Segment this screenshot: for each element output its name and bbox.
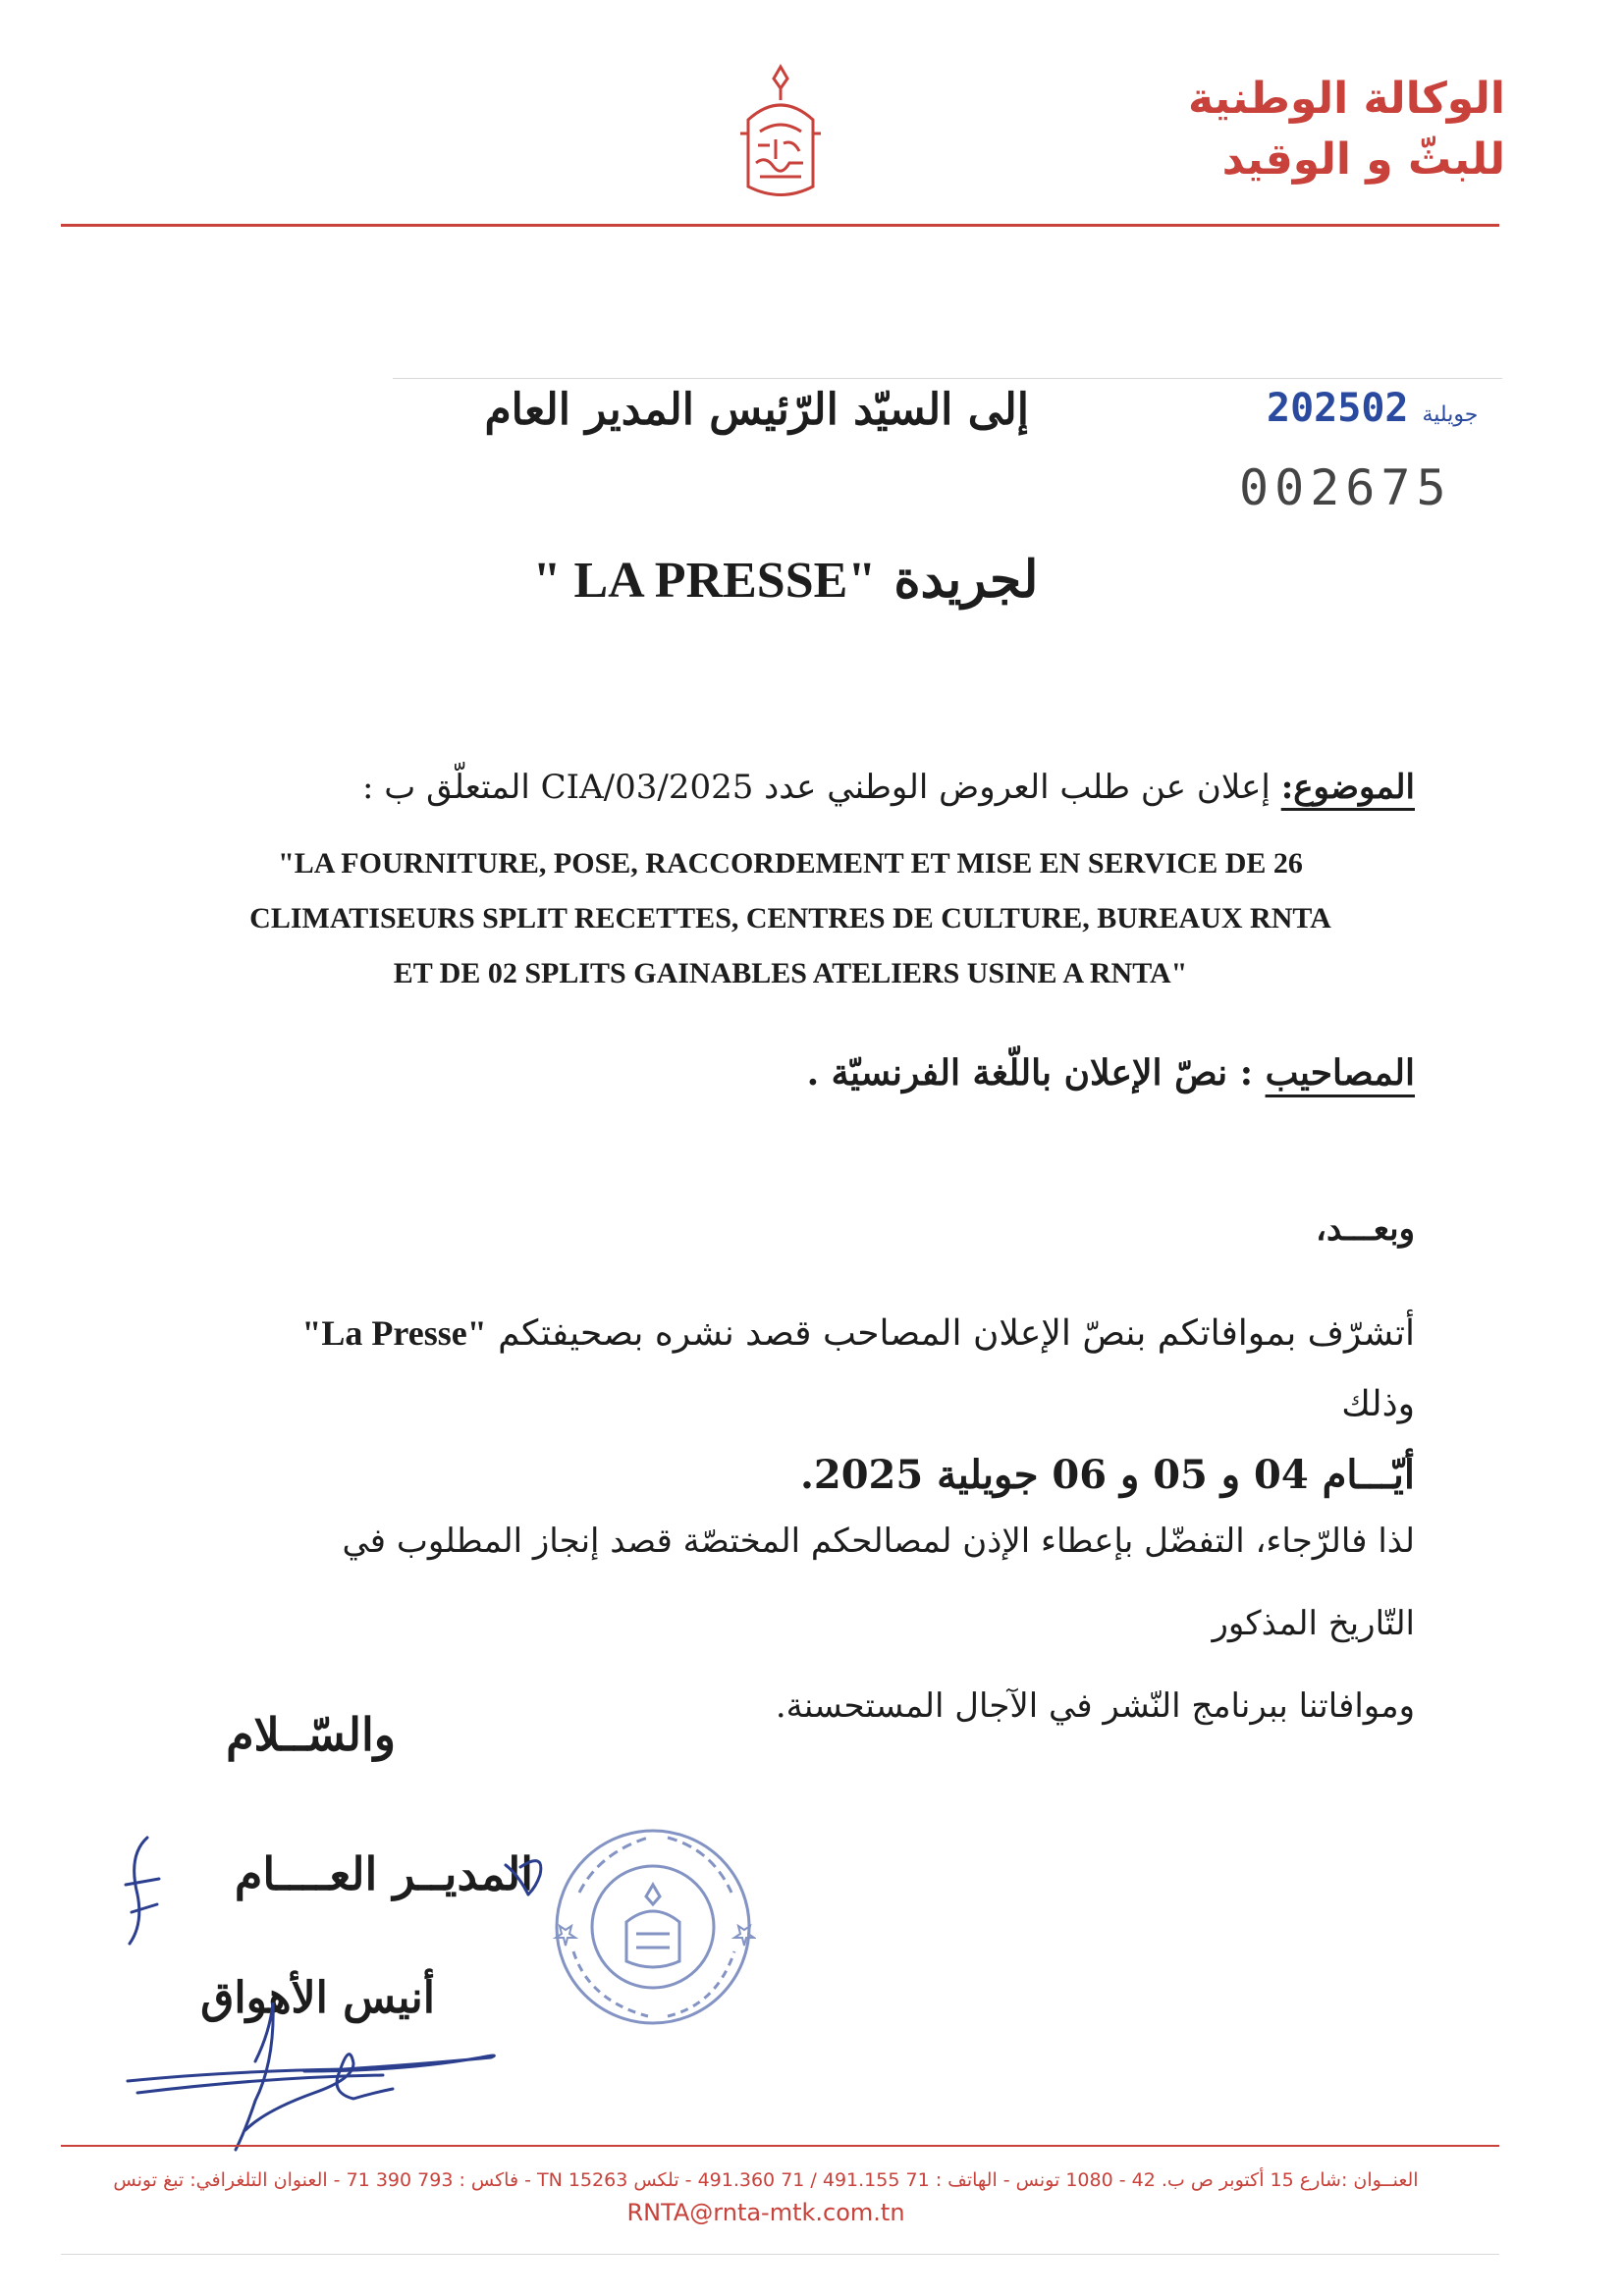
- addressee: إلى السيّد الرّئيس المدير العام: [484, 385, 1029, 435]
- attachments-label: المصاحيب: [1265, 1052, 1415, 1094]
- newspaper-line: [511, 550, 1060, 610]
- subject-line: [362, 768, 1415, 807]
- body-paragraph-1: [256, 1298, 1415, 1511]
- body-p1-text-b: وذلك: [1341, 1384, 1415, 1424]
- date-month: جويلية: [1422, 402, 1479, 427]
- scan-line-top: [393, 378, 1502, 379]
- newspaper-name: "LA PRESSE ": [532, 553, 877, 609]
- subject-title: [177, 836, 1404, 1001]
- newspaper-prefix: لجريدة: [893, 550, 1039, 610]
- subject-label: الموضوع:: [1280, 768, 1415, 807]
- date-year: 2025: [1267, 386, 1362, 431]
- body-p1-text-a: أتشرّف بموافاتكم بنصّ الإعلان المصاحب قصد نشره بصحيفتكم: [498, 1313, 1415, 1354]
- scan-line-bottom: [61, 2254, 1499, 2255]
- org-name-line2: للبثّ و الوقيد: [1221, 134, 1505, 185]
- org-name-line1: الوكالة الوطنية: [1187, 74, 1505, 124]
- subject-title-line: ET DE 02 SPLITS GAINABLES ATELIERS USINE A RNTA": [393, 957, 1188, 989]
- date-day: 02: [1361, 386, 1409, 431]
- subject-text: إعلان عن طلب العروض الوطني عدد 2025/CIA/03 المتعلّق ب :: [362, 768, 1271, 807]
- subject-title-line: CLIMATISEURS SPLIT RECETTES, CENTRES DE CULTURE, BUREAUX RNTA: [249, 902, 1331, 934]
- company-logo: [727, 61, 835, 208]
- director-name: أنيس الأهواق: [200, 1973, 435, 2023]
- letter-date: [1267, 386, 1507, 431]
- publication-dates: أيّـــام 04 و 05 و 06 جويلية 2025.: [799, 1452, 1415, 1498]
- reference-number: 002675: [1239, 459, 1452, 516]
- attachments-text: : نصّ الإعلان باللّغة الفرنسيّة .: [806, 1052, 1254, 1094]
- attachments-line: [807, 1052, 1415, 1094]
- footer-divider: [61, 2145, 1499, 2147]
- director-title: المديــر العــــام: [234, 1847, 533, 1900]
- organization-name: [1188, 69, 1505, 190]
- body-p2-line2: وموافاتنا ببرنامج النّشر في الآجال المستحسنة.: [775, 1686, 1415, 1726]
- body-p1-newspaper: "La Presse": [301, 1313, 487, 1353]
- footer-address: العنــوان :شارع 15 أكتوبر ص ب. 42 - 1080 تونس - الهاتف : 71 491.155 / 71 491.360 - تلكس 15263 TN - فاكس : 793 390 71 - العنوان التلغرافي: تبغ تونس: [113, 2169, 1419, 2191]
- handwritten-signature: [108, 1836, 619, 2160]
- footer-email: RNTA@rnta-mtk.com.tn: [626, 2199, 905, 2226]
- body-p2-line1: لذا فالرّجاء، التفضّل بإعطاء الإذن لمصالحكم المختصّة قصد إنجاز المطلوب في التّاريخ المذكور: [342, 1522, 1415, 1643]
- subject-title-line: "LA FOURNITURE, POSE, RACCORDEMENT ET MISE EN SERVICE DE 26: [278, 847, 1303, 880]
- letterhead-divider: [61, 224, 1499, 227]
- body-paragraph-2: [256, 1500, 1415, 1747]
- closing-greeting: والسّــلام: [226, 1708, 396, 1761]
- salutation: وبعـــد،: [1316, 1209, 1415, 1249]
